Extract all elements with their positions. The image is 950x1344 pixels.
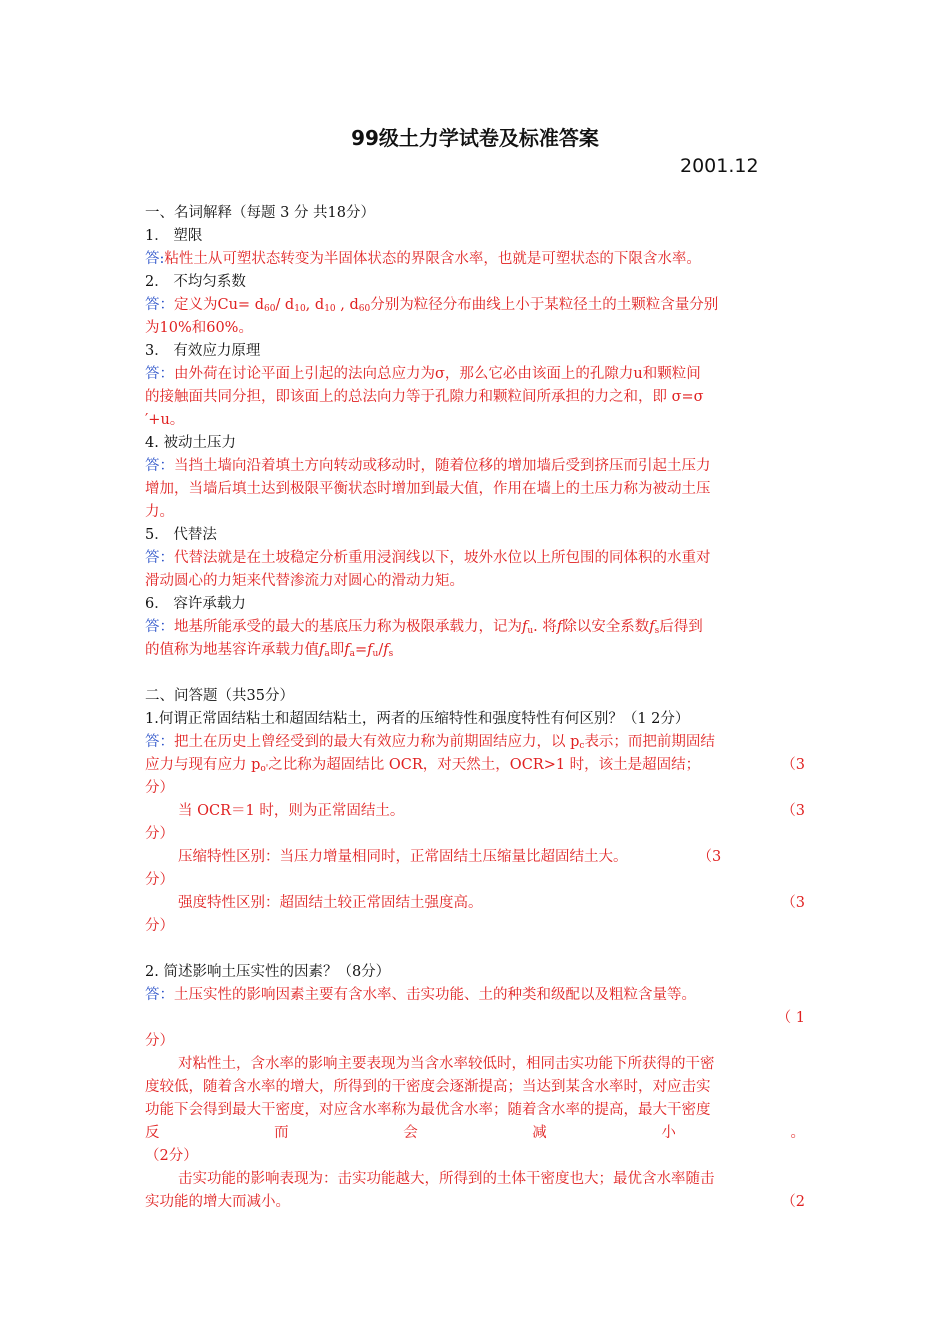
q2-para1-line3: 功能下会得到最大干密度，对应含水率称为最优含水率；随着含水率的提高，最大干密度	[145, 1102, 711, 1118]
answer-6: 答：地基所能承受的最大的基底压力称为极限承载力，记为$f_u$. 将f除以安全系数$f_s$后得到	[145, 619, 703, 636]
answer-4: 答：当挡土墙向沿着填土方向转动或移动时，随着位移的增加墙后受到挤压而引起土压力	[145, 458, 711, 474]
q1-answer-line1: 答：把土在历史上曾经受到的最大有效应力称为前期固结应力，以 $p_c$表示；而把前期固结	[145, 734, 715, 751]
section2-heading: 二、问答题（共35分）	[145, 688, 294, 704]
document-date: 2001.12	[680, 155, 759, 177]
q2-para2-line1: 击实功能的影响表现为：击实功能越大，所得到的土体干密度也大；最优含水率随击	[178, 1171, 715, 1187]
answer-label: 答：	[145, 458, 174, 474]
answer-label: 答：	[145, 734, 174, 750]
term-2: 2． 不均匀系数	[145, 274, 246, 290]
document-title: 99级土力学试卷及标准答案	[351, 126, 599, 150]
term-4: 4. 被动土压力	[145, 435, 236, 451]
term-5: 5． 代替法	[145, 527, 217, 543]
q2-para1-line4: 反 而 会 减 小 。	[145, 1125, 805, 1141]
answer-1: 答:粘性土从可塑状态转变为半固体状态的界限含水率，也就是可塑状态的下限含水率。	[145, 251, 701, 267]
q2-score-1b: 分）	[145, 1033, 174, 1049]
q2-para2-line2: 实功能的增大而减小。 （2	[145, 1194, 805, 1210]
question-2: 2. 简述影响土压实性的因素？（8分）	[145, 964, 391, 980]
answer-6-cont: 的值称为地基容许承载力值$f_a$即$f_a=f_u/f_s$	[145, 642, 394, 659]
answer-5: 答：代替法就是在土坡稳定分析重用浸润线以下，坡外水位以上所包围的同体积的水重对	[145, 550, 711, 566]
q1-score-2: 分）	[145, 826, 174, 842]
term-1: 1． 塑限	[145, 228, 203, 244]
q1-score-4: 分）	[145, 918, 174, 934]
document-body	[145, 202, 805, 1214]
spacer	[145, 662, 805, 685]
answer-label: 答：	[145, 619, 174, 635]
q2-para1-line2: 度较低，随着含水率的增大，所得到的干密度会逐渐提高；当达到某含水率时，对应击实	[145, 1079, 711, 1095]
q1-score-3: 分）	[145, 872, 174, 888]
answer-label: 答：	[145, 550, 174, 566]
q2-score-2: （2分）	[145, 1148, 198, 1164]
answer-4-cont2: 力。	[145, 504, 174, 520]
answer-5-cont: 滑动圆心的力矩来代替渗流力对圆心的滑动力矩。	[145, 573, 464, 589]
q2-answer-line1: 答：土压实性的影响因素主要有含水率、击实功能、土的种类和级配以及粗粒含量等。	[145, 987, 696, 1003]
answer-2-cont: 为10%和60%。	[145, 320, 253, 336]
answer-3-cont2: ′+u。	[145, 412, 185, 428]
q2-para1-line1: 对粘性土，含水率的影响主要表现为当含水率较低时，相同击实功能下所获得的干密	[178, 1056, 715, 1072]
q1-answer-compression: 压缩特性区别：当压力增量相同时，正常固结土压缩量比超固结土大。 （3	[178, 849, 722, 865]
term-3: 3． 有效应力原理	[145, 343, 261, 359]
answer-2: 答：定义为$Cu= d_{60}/$ $d_{10}$, $d_{10}$ , $d_{60}$分别为粒径分布曲线上小于某粒径土的土颗粒含量分别	[145, 297, 719, 314]
q1-answer-normal: 当 OCR＝1 时，则为正常固结土。 （3	[178, 803, 805, 819]
answer-label: 答:	[145, 251, 165, 267]
answer-3-cont: 的接触面共同分担，即该面上的总法向力等于孔隙力和颗粒间所承担的力之和，即 σ=σ	[145, 389, 704, 405]
q1-answer-strength: 强度特性区别：超固结土较正常固结土强度高。 （3	[178, 895, 805, 911]
term-6: 6． 容许承载力	[145, 596, 246, 612]
answer-4-cont: 增加，当墙后填土达到极限平衡状态时增加到最大值，作用在墙上的土压力称为被动土压	[145, 481, 711, 497]
question-1: 1.何谓正常固结粘土和超固结粘土，两者的压缩特性和强度特性有何区别？（1 2分）	[145, 711, 690, 727]
answer-label: 答：	[145, 297, 174, 313]
q1-answer-line2: 应力与现有应力 $p_{o'}$之比称为超固结比 OCR，对天然土，OCR>1 时，该土是超固结； （3	[145, 757, 805, 774]
answer-label: 答：	[145, 366, 174, 382]
section1-heading: 一、名词解释（每题 3 分 共18分）	[145, 205, 376, 221]
answer-3: 答：由外荷在讨论平面上引起的法向总应力为σ，那么它必由该面上的孔隙力u和颗粒间	[145, 366, 701, 382]
q1-score-1: 分）	[145, 780, 174, 796]
spacer	[145, 938, 805, 961]
q2-score-1: （ 1	[776, 1010, 805, 1026]
answer-label: 答：	[145, 987, 174, 1003]
